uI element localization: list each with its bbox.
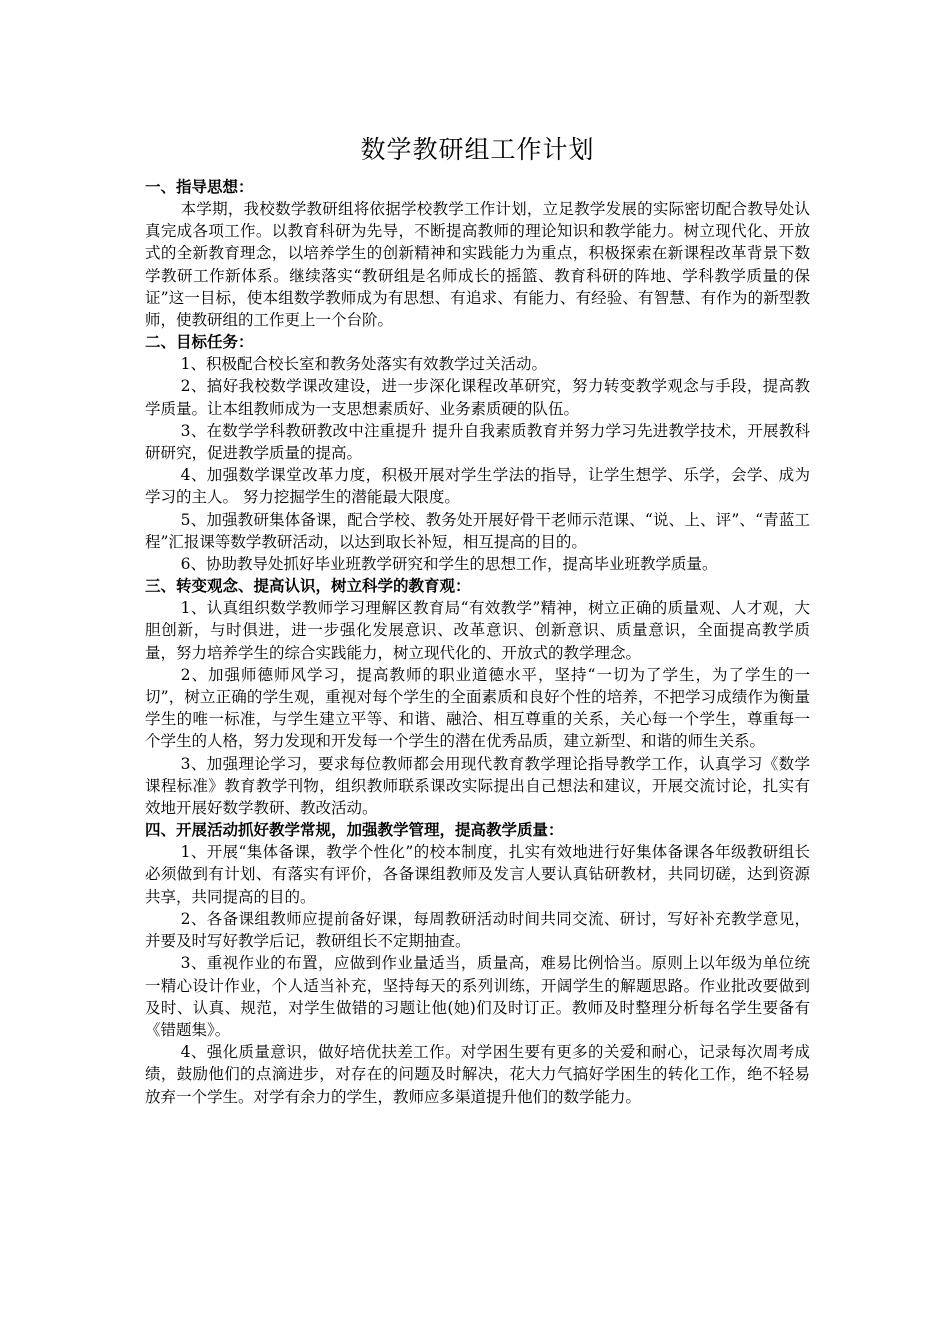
section-heading: 三、转变观念、提高认识，树立科学的教育观： — [145, 577, 471, 596]
paragraph: 3、重视作业的布置，应做到作业量适当，质量高，难易比例恰当。原则上以年级为单位统一精心设计作业，个人适当补充，坚持每天的系列训练，开阔学生的解题思路。作业批改要做到及时、认真、规范，对学生做错的习题让他(她)们及时订正。教师及时整理分析每名学生要备有《错题集》。 — [145, 954, 810, 1039]
section-change-concepts — [145, 575, 810, 819]
paragraph: 1、认真组织数学教师学习理解区教育局“有效教学”精神，树立正确的质量观、人才观，大胆创新，与时俱进，进一步强化发展意识、改革意识、创新意识、质量意识，全面提高教学质量，努力培养学生的综合实践能力，树立现代化的、开放式的教学理念。 — [145, 599, 810, 662]
paragraph: 2、加强师德师风学习，提高教师的职业道德水平，坚持“一切为了学生，为了学生的一切”，树立正确的学生观，重视对每个学生的全面素质和良好个性的培养，不把学习成绩作为衡量学生的唯一标准，与学生建立平等、和谐、融洽、相互尊重的关系，关心每一个学生，尊重每一个学生的人格，努力发现和开发每一个学生的潜在优秀品质，建立新型、和谐的师生关系。 — [145, 665, 810, 751]
paragraph: 2、搞好我校数学课改建设，进一步深化课程改革研究，努力转变教学观念与手段，提高教学质量。让本组教师成为一支思想素质好、业务素质硬的队伍。 — [145, 377, 810, 418]
paragraph: 4、加强数学课堂改革力度，积极开展对学生学法的指导，让学生想学、乐学，会学、成为学习的主人。 努力挖掘学生的潜能最大限度。 — [145, 466, 810, 507]
section-guiding-ideology — [145, 176, 810, 331]
paragraph: 4、强化质量意识，做好培优扶差工作。对学困生要有更多的关爱和耐心，记录每次周考成绩，鼓励他们的点滴进步，对存在的问题及时解决，花大力气搞好学困生的转化工作，绝不轻易放弃一个学生。对学有余力的学生，教师应多渠道提升他们的数学能力。 — [145, 1043, 810, 1106]
document-page — [145, 132, 810, 1108]
paragraph: 3、在数学学科教研教改中注重提升 提升自我素质教育并努力学习先进教学技术，开展教科研研究，促进教学质量的提高。 — [145, 421, 810, 463]
paragraph: 2、各备课组教师应提前备好课，每周教研活动时间共同交流、研讨，写好补充教学意见，并要及时写好教学后记，教研组长不定期抽查。 — [145, 909, 810, 951]
page-title: 数学教研组工作计划 — [360, 135, 595, 164]
section-goals-tasks — [145, 331, 810, 575]
paragraph: 6、协助教导处抓好毕业班教学研究和学生的思想工作，提高毕业班教学质量。 — [180, 555, 718, 574]
section-heading: 一、指导思想： — [145, 178, 254, 196]
section-teaching-routines — [145, 819, 810, 1107]
section-heading: 二、目标任务： — [145, 333, 254, 352]
paragraph: 1、积极配合校长室和教务处落实有效教学过关活动。 — [180, 355, 548, 374]
paragraph: 3、加强理论学习，要求每位教师都会用现代教育教学理论指导教学工作，认真学习《数学课程标准》教育教学刊物，组织教师联系课改实际提出自己想法和建议，开展交流讨论，扎实有效地开展好数学教研、教改活动。 — [145, 754, 810, 818]
section-heading: 四、开展活动抓好教学常规，加强教学管理，提高教学质量： — [145, 821, 564, 840]
paragraph: 1、开展“集体备课，教学个性化”的校本制度，扎实有效地进行好集体备课各年级教研组长必须做到有计划、有落实有评价，各备课组教师及发言人要认真钻研教材，共同切磋，达到资源共享，共同提高的目的。 — [145, 843, 810, 906]
paragraph: 5、加强教研集体备课，配合学校、教务处开展好骨干老师示范课、“说、上、评”、“青蓝工程”汇报课等数学教研活动，以达到取长补短，相互提高的目的。 — [145, 510, 810, 551]
paragraph: 本学期，我校数学教研组将依据学校教学工作计划，立足教学发展的实际密切配合教导处认真完成各项工作。以教育科研为先导，不断提高教师的理论知识和教学能力。树立现代化、开放式的全新教育理念，以培养学生的创新精神和实践能力为重点，积极探索在新课程改革背景下数学教研工作新体系。继续落实“教研组是名师成长的摇篮、教育科研的阵地、学科教学质量的保证”这一目标，使本组数学教师成为有思想、有追求、有能力、有经验、有智慧、有作为的新型教师，使教研组的工作更上一个台阶。 — [145, 200, 810, 330]
